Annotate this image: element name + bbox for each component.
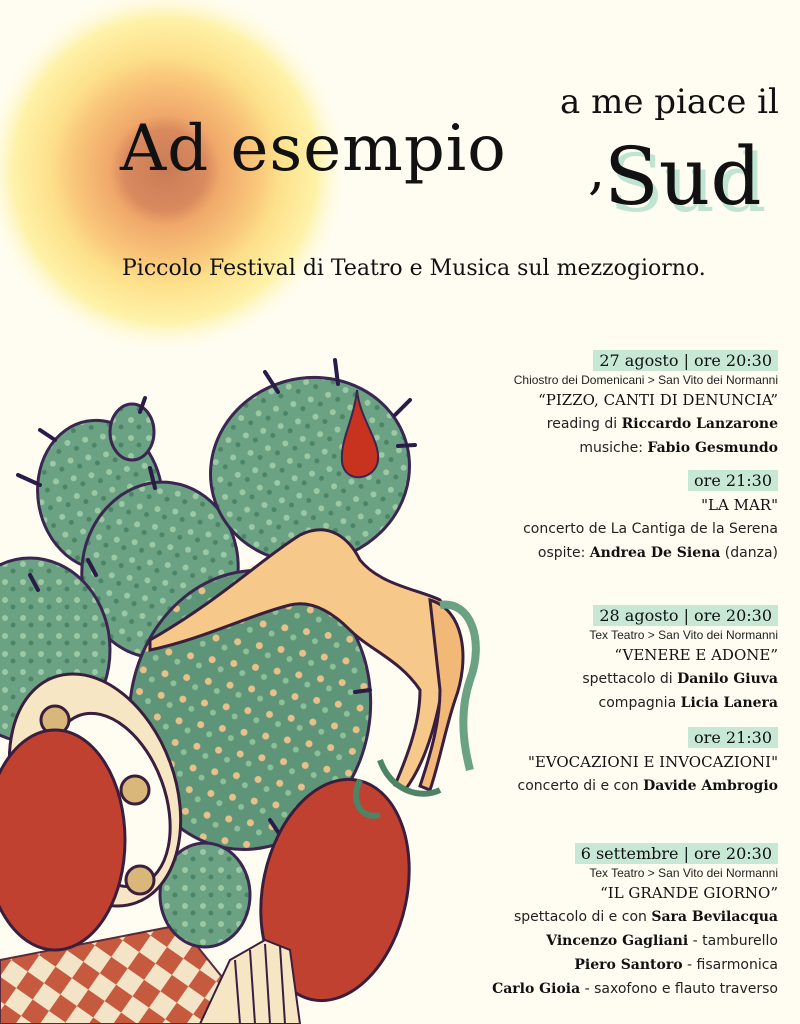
event-credit-line [582, 667, 778, 691]
event-28-agosto-2130 [518, 727, 778, 798]
event-credit-line [518, 774, 778, 798]
event-credit-line: concerto de La Cantiga de la Serena [523, 521, 778, 537]
event-venue: Chiostro dei Domenicani > San Vito dei Normanni [513, 373, 778, 387]
event-date-header: 6 settembre | ore 20:30 [575, 843, 778, 864]
credit-suffix: - tamburello [688, 933, 778, 949]
credit-prefix: spettacolo di [582, 671, 678, 687]
credit-name: Fabio Gesmundo [647, 440, 778, 456]
event-show-title: "LA MAR" [701, 496, 778, 514]
event-venue: Tex Teatro > San Vito dei Normanni [589, 628, 778, 642]
event-credit-line [582, 691, 778, 715]
event-credit-line [523, 541, 778, 565]
credit-suffix: - saxofono e flauto traverso [580, 981, 778, 997]
event-credit-line [514, 412, 778, 436]
event-credit-line [492, 977, 778, 1001]
title-sud: Sud [604, 130, 762, 223]
event-venue: Tex Teatro > San Vito dei Normanni [589, 866, 778, 880]
event-credit-line [492, 929, 778, 953]
event-show-title: “IL GRANDE GIORNO” [600, 884, 778, 902]
event-27-agosto-2030 [514, 350, 778, 460]
tagline: Piccolo Festival di Teatro e Musica sul mezzogiorno. [122, 256, 706, 281]
event-credit-line [492, 905, 778, 929]
credit-name: Andrea De Siena [589, 545, 721, 561]
credit-name: Davide Ambrogio [643, 778, 778, 794]
title-top-line: a me piace il [560, 82, 779, 122]
event-6-settembre-2030 [492, 843, 778, 1001]
credit-prefix: compagnia [598, 695, 681, 711]
event-time-header: ore 21:30 [688, 470, 778, 491]
credit-name: Vincenzo Gagliani [546, 933, 689, 949]
event-show-title: “PIZZO, CANTI DI DENUNCIA” [538, 391, 778, 409]
credit-name: Carlo Gioia [492, 981, 581, 997]
credit-name: Danilo Giuva [677, 671, 778, 687]
event-date-header: 28 agosto | ore 20:30 [593, 605, 778, 626]
title-main: Ad esempio [120, 112, 507, 186]
credit-suffix: (danza) [720, 545, 778, 561]
credit-prefix: ospite: [537, 545, 590, 561]
event-time-header: ore 21:30 [688, 727, 778, 748]
event-28-agosto-2030 [582, 605, 778, 715]
credit-name: Sara Bevilacqua [651, 909, 778, 925]
credit-prefix: spettacolo di e con [513, 909, 652, 925]
title-comma: , [588, 138, 606, 201]
event-credit-line [492, 953, 778, 977]
credit-name: Licia Lanera [680, 695, 778, 711]
credit-prefix: concerto di e con [517, 778, 644, 794]
event-credit-line [514, 436, 778, 460]
credit-prefix: musiche: [579, 440, 648, 456]
event-date-header: 27 agosto | ore 20:30 [593, 350, 778, 371]
credit-suffix: - fisarmonica [682, 957, 778, 973]
credit-name: Riccardo Lanzarone [621, 416, 778, 432]
credit-prefix: reading di [546, 416, 622, 432]
event-show-title: “VENERE E ADONE” [614, 646, 778, 664]
event-27-agosto-2130 [523, 470, 778, 565]
credit-name: Piero Santoro [574, 957, 683, 973]
event-show-title: "EVOCAZIONI E INVOCAZIONI" [527, 753, 778, 771]
